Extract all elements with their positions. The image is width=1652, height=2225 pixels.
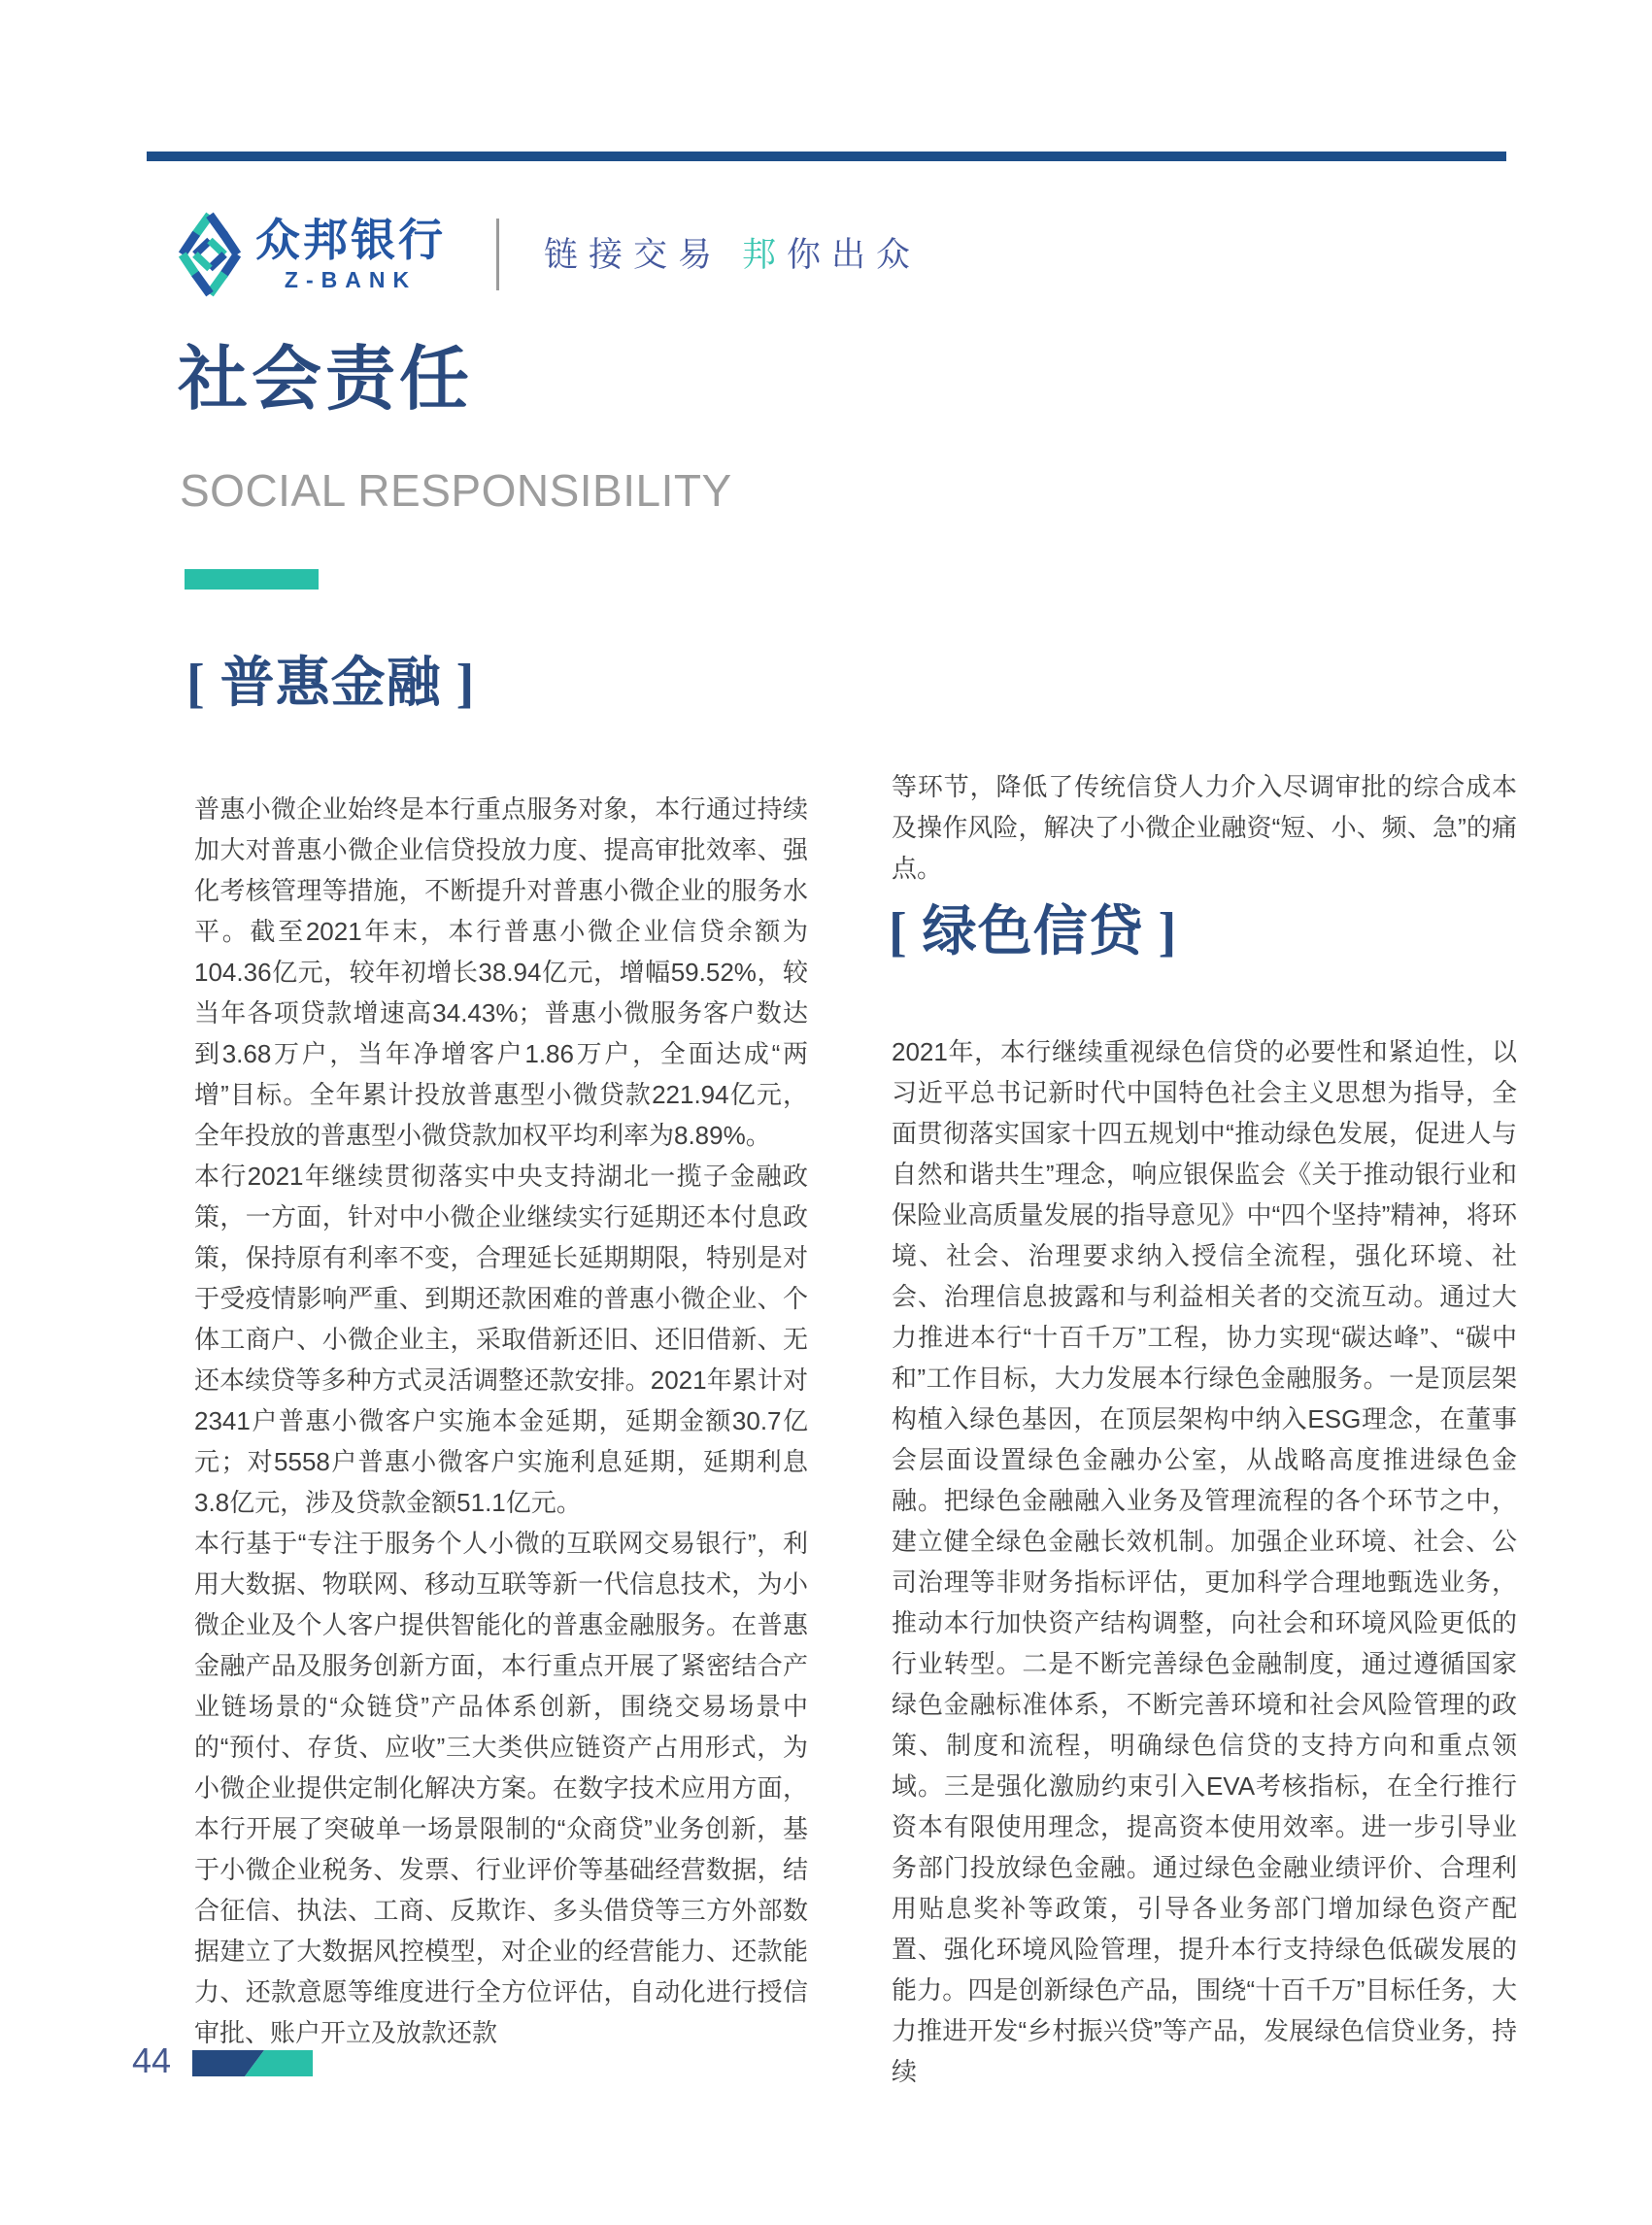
brand-tagline	[544, 235, 922, 274]
top-accent-bar	[147, 152, 1506, 161]
brand-header	[178, 204, 921, 305]
section-heading-green-credit: [ 绿色信贷 ]	[889, 902, 1178, 962]
title-accent-bar	[185, 569, 319, 590]
tagline-rest: 你出众	[787, 235, 922, 274]
brand-name-en: Z-BANK	[284, 267, 418, 292]
zbank-logo-icon	[178, 210, 242, 299]
inclusive-finance-text-column	[194, 789, 808, 2053]
inclusive-finance-paragraph: 本行基于“专注于服务个人小微的互联网交易银行”，利用大数据、物联网、移动互联等新一代信息技术，为小微企业及个人客户提供智能化的普惠金融服务。在普惠金融产品及服务创新方面，本行重点开展了紧密结合产业链场景的“众链贷”产品体系创新，围绕交易场景中的“预付、存货、应收”三大类供应链资产占用形式，为小微企业提供定制化解决方案。在数字技术应用方面，本行开展了突破单一场景限制的“众商贷”业务创新，基于小微企业税务、发票、行业评价等基础经营数据，结合征信、执法、工商、反欺诈、多头借贷等三方外部数据建立了大数据风控模型，对企业的经营能力、还款能力、还款意愿等维度进行全方位评估，自动化进行授信审批、账户开立及放款还款	[194, 1529, 808, 2047]
footer-flag-icon	[192, 2050, 313, 2076]
green-credit-paragraph: 2021年，本行继续重视绿色信贷的必要性和紧迫性，以习近平总书记新时代中国特色社会主义思想为指导，全面贯彻落实国家十四五规划中“推动绿色发展，促进人与自然和谐共生”理念，响应银保监会《关于推动银行业和保险业高质量发展的指导意见》中“四个坚持”精神，将环境、社会、治理要求纳入授信全流程，强化环境、社会、治理信息披露和与利益相关者的交流互动。通过大力推进本行“十百千万”工程，协力实现“碳达峰”、“碳中和”工作目标，大力发展本行绿色金融服务。一是顶层架构植入绿色基因，在顶层架构中纳入ESG理念，在董事会层面设置绿色金融办公室，从战略高度推进绿色金融。把绿色金融融入业务及管理流程的各个环节之中，建立健全绿色金融长效机制。加强企业环境、社会、公司治理等非财务指标评估，更加科学合理地甄选业务，推动本行加快资产结构调整，向社会和环境风险更低的行业转型。二是不断完善绿色金融制度，通过遵循国家绿色金融标准体系，不断完善环境和社会风险管理的政策、制度和流程，明确绿色信贷的支持方向和重点领域。三是强化激励约束引入EVA考核指标，在全行推行资本有限使用理念，提高资本使用效率。进一步引导业务部门投放绿色金融。通过绿色金融业绩评价、合理利用贴息奖补等政策，引导各业务部门增加绿色资产配置、强化环境风险管理，提升本行支持绿色低碳发展的能力。四是创新绿色产品，围绕“十百千万”目标任务，大力推进开发“乡村振兴贷”等产品，发展绿色信贷业务，持续	[892, 1037, 1517, 2086]
section-heading-inclusive-finance: [ 普惠金融 ]	[186, 654, 476, 714]
tagline-accent: 邦	[742, 235, 788, 274]
brand-name-cn: 众邦银行	[255, 215, 446, 265]
inclusive-finance-paragraph: 本行2021年继续贯彻落实中央支持湖北一揽子金融政策，一方面，针对中小微企业继续实行延期还本付息政策，保持原有利率不变，合理延长延期期限，特别是对于受疫情影响严重、到期还款困难的普惠小微企业、个体工商户、小微企业主，采取借新还旧、还旧借新、无还本续贷等多种方式灵活调整还款安排。2021年累计对2341户普惠小微客户实施本金延期，延期金额30.7亿元；对5558户普惠小微客户实施利息延期，延期利息3.8亿元，涉及贷款金额51.1亿元。	[194, 1162, 808, 1517]
green-credit-text-column	[892, 1031, 1517, 2092]
page-title-cn: 社会责任	[178, 341, 474, 419]
page-title-en: SOCIAL RESPONSIBILITY	[180, 465, 732, 516]
brand-divider	[496, 219, 499, 290]
inclusive-finance-continuation	[892, 766, 1517, 889]
inclusive-finance-paragraph-continuation: 等环节，降低了传统信贷人力介入尽调审批的综合成本及操作风险，解决了小微企业融资“短、小、频、急”的痛点。	[892, 772, 1517, 883]
page-number: 44	[132, 2040, 172, 2080]
brand-text	[255, 215, 446, 292]
inclusive-finance-paragraph: 普惠小微企业始终是本行重点服务对象，本行通过持续加大对普惠小微企业信贷投放力度、提高审批效率、强化考核管理等措施，不断提升对普惠小微企业的服务水平。截至2021年末，本行普惠小微企业信贷余额为104.36亿元，较年初增长38.94亿元，增幅59.52%，较当年各项贷款增速高34.43%；普惠小微服务客户数达到3.68万户，当年净增客户1.86万户，全面达成“两增”目标。全年累计投放普惠型小微贷款221.94亿元，全年投放的普惠型小微贷款加权平均利率为8.89%。	[194, 794, 808, 1150]
tagline-lead: 链接交易	[544, 235, 724, 274]
